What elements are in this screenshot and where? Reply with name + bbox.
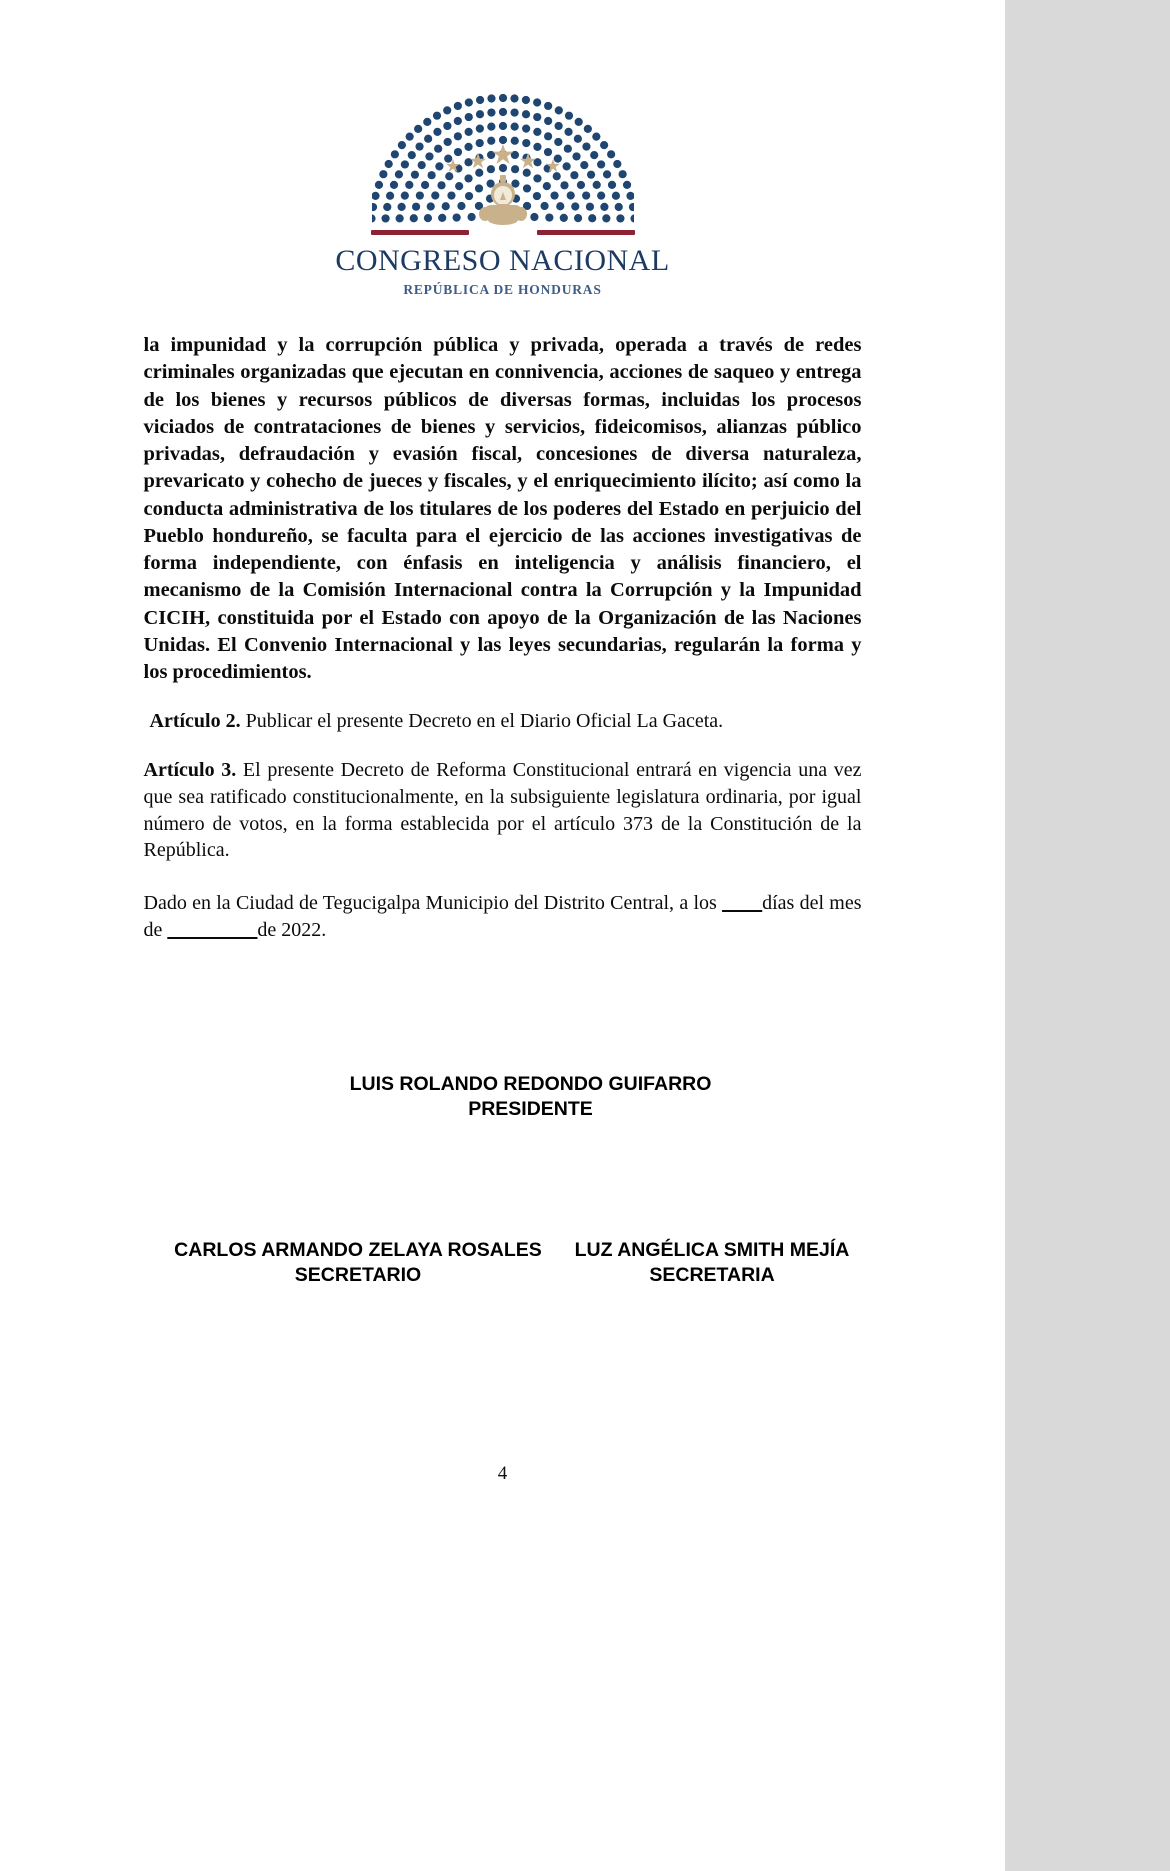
article-3-text: El presente Decreto de Reforma Constitucional entrará en vigencia una vez que sea ratificado constitucionalmente, en la subsiguiente legislatura ordinaria, por igual número de votos, en la forma establecida por el artículo 373 de la Constitución de la República.: [143, 759, 862, 862]
article-3-label: Artículo 3.: [143, 759, 237, 782]
article-2-label: Artículo 2.: [149, 710, 241, 733]
article-3: [144, 757, 862, 864]
page-gutter: [1005, 0, 1170, 1871]
president-role: PRESIDENTE: [468, 1097, 593, 1120]
letterhead: [0, 0, 1005, 298]
signature-president: [144, 1072, 862, 1122]
dateline: [144, 890, 862, 944]
signature-secretary-left: [152, 1238, 565, 1288]
dateline-month-blank: _________: [167, 919, 258, 942]
secretary-left-name: CARLOS ARMANDO ZELAYA ROSALES: [174, 1238, 542, 1261]
rule-left: [371, 230, 469, 235]
lead-paragraph: la impunidad y la corrupción pública y privada, operada a través de redes criminales organizadas que ejecutan en connivencia, acciones de saqueo y entrega de los bienes y recursos públicos de diversas formas, incluidas los procesos viciados de contrataciones de bienes y servicios, fideicomisos, alianzas público privadas, defraudación y evasión fiscal, concesiones de diversa naturaleza, prevaricato y cohecho de jueces y fiscales, y el enriquecimiento ilícito; así como la conducta administrativa de los titulares de los poderes del Estado en perjuicio del Pueblo hondureño, se faculta para el ejercicio de las acciones investigativas de forma independiente, con énfasis en inteligencia y análisis financiero, el mecanismo de la Comisión Internacional contra la Corrupción y la Impunidad CICIH, constituida por el Estado con apoyo de la Organización de las Naciones Unidas. El Convenio Internacional y las leyes secundarias, regularán la forma y los procedimientos.: [143, 334, 862, 683]
signature-secretaries: [144, 1238, 862, 1288]
article-2: [144, 708, 862, 735]
article-2-text: Publicar el presente Decreto en el Diario Oficial La Gaceta.: [240, 710, 724, 733]
page-number: 4: [497, 1463, 508, 1484]
rule-right: [537, 230, 635, 235]
dateline-part3: de 2022.: [257, 919, 327, 942]
secretary-left-role: SECRETARIO: [294, 1263, 422, 1286]
signature-secretary-right: [565, 1238, 860, 1288]
document-body: [144, 298, 862, 1288]
congreso-nacional-emblem-icon: [372, 84, 634, 234]
dateline-day-blank: ____: [722, 892, 763, 915]
dateline-part1: Dado en la Ciudad de Tegucigalpa Municipio del Distrito Central, a los: [143, 892, 723, 915]
dateline-part2: días del mes de: [143, 892, 862, 942]
letterhead-rule: [369, 228, 637, 238]
president-name: LUIS ROLANDO REDONDO GUIFARRO: [349, 1072, 712, 1095]
organization-subtitle: REPÚBLICA DE HONDURAS: [403, 282, 602, 297]
stars-icon: [433, 144, 573, 174]
organization-title: CONGRESO NACIONAL: [335, 244, 670, 277]
secretary-right-role: SECRETARIA: [649, 1263, 775, 1286]
secretary-right-name: LUZ ANGÉLICA SMITH MEJÍA: [574, 1238, 850, 1261]
